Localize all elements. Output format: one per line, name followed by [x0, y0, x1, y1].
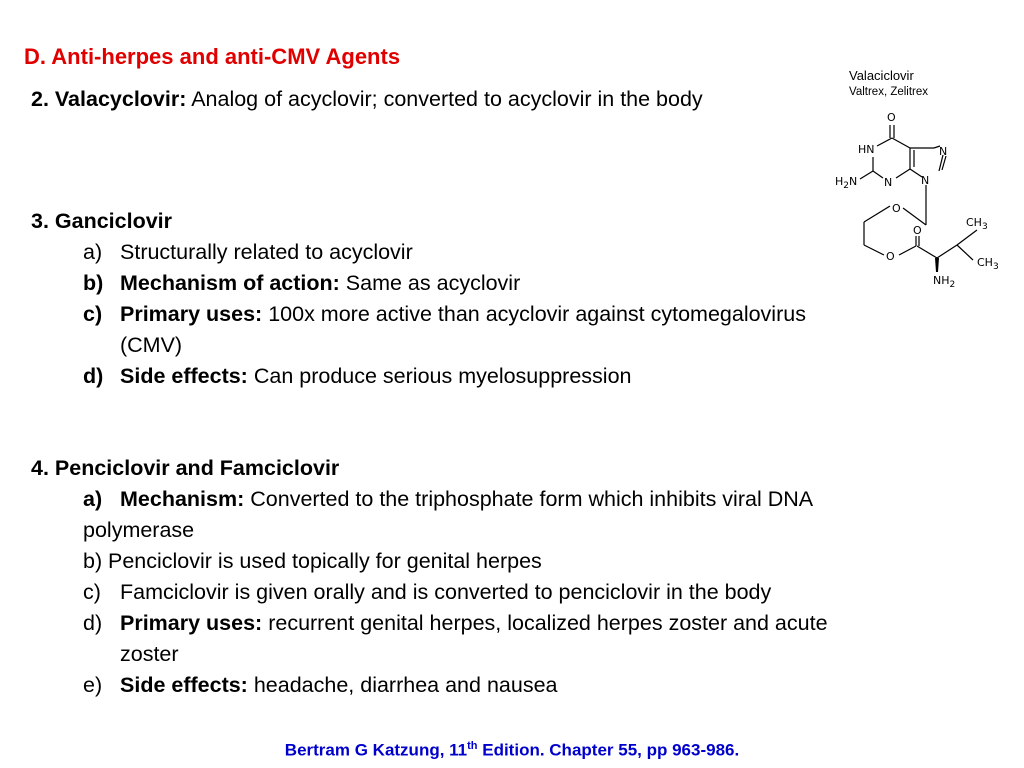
page-title: D. Anti-herpes and anti-CMV Agents [24, 44, 401, 69]
list-marker: a) [83, 240, 103, 264]
citation-text: Bertram G Katzung, 11 [284, 740, 468, 760]
list-marker: c) [83, 580, 101, 604]
atom-nh2-sub: 2 [949, 280, 956, 290]
atom-n-right-top: N [939, 145, 948, 158]
atom-o-top: O [887, 111, 896, 124]
atom-n-ring-left: N [884, 176, 893, 189]
list-item-label: Mechanism: [120, 487, 245, 511]
list-marker: b) [83, 271, 104, 295]
structure-brands: Valtrex, Zelitrex [849, 86, 929, 98]
atom-hn: HN [858, 143, 875, 156]
atom-ch3-top-text: CH [966, 216, 982, 229]
list-item-text-continued: zoster [120, 642, 179, 666]
atom-h2n [835, 175, 857, 191]
list-item-text: recurrent genital herpes, localized herpes zoster and acute [268, 611, 828, 635]
list-marker: a) [83, 487, 103, 511]
valacyclovir-line [31, 84, 703, 115]
list-item-label: Mechanism of action: [120, 271, 340, 295]
atom-h2n-h: H [835, 175, 844, 188]
list-item-label: Side effects: [120, 673, 248, 697]
atom-ch3-bottom-text: CH [977, 256, 993, 269]
citation-text-rest: Edition. Chapter 55, pp 963-986. [477, 740, 740, 760]
list-item-text: Famciclovir is given orally and is converted to penciclovir in the body [120, 580, 772, 604]
atom-ch3-top-sub: 3 [981, 222, 988, 232]
list-marker: d) [83, 364, 104, 388]
valacyclovir-label: 2. Valacyclovir: [31, 87, 187, 111]
citation-footer [0, 740, 1024, 761]
atom-o-ester: O [886, 250, 895, 263]
list-marker: c) [83, 302, 103, 326]
list-marker: b) [83, 549, 103, 573]
list-item-text: Converted to the triphosphate form which inhibits viral DNA [250, 487, 814, 511]
list-item-text: headache, diarrhea and nausea [253, 673, 558, 697]
list-item-text-continued: (CMV) [120, 333, 183, 357]
structure-caption [849, 68, 928, 100]
list-item-text: Penciclovir is used topically for genital herpes [108, 549, 542, 573]
citation-superscript: th [467, 740, 478, 752]
list-marker: e) [83, 673, 103, 697]
structure-name: Valaciclovir [849, 68, 914, 83]
atom-ch3-top [966, 216, 988, 232]
valacyclovir-text: Analog of acyclovir; converted to acyclovir in the body [191, 87, 703, 111]
atom-h2n-sub: 2 [843, 181, 850, 191]
atom-nh2-text: NH [933, 274, 950, 287]
list-item-text: Same as acyclovir [345, 271, 521, 295]
list-item-label: Primary uses: [120, 611, 263, 635]
atom-n-ring-right: N [921, 174, 930, 187]
atom-h2n-n: N [849, 175, 858, 188]
penciclovir-heading: 4. Penciclovir and Famciclovir [31, 456, 340, 480]
atom-o-carbonyl: O [913, 224, 922, 237]
list-item-text: Can produce serious myelosuppression [253, 364, 632, 388]
list-item-label: Primary uses: [120, 302, 263, 326]
list-item-text: Structurally related to acyclovir [120, 240, 413, 264]
atom-o-ether: O [892, 202, 901, 215]
list-item-text: 100x more active than acyclovir against cytomegalovirus [268, 302, 806, 326]
atom-ch3-bottom-sub: 3 [992, 262, 999, 272]
ganciclovir-list [0, 237, 1024, 397]
ganciclovir-heading: 3. Ganciclovir [31, 209, 173, 233]
list-marker: d) [83, 611, 103, 635]
list-item-label: Side effects: [120, 364, 248, 388]
list-item-text-continued: polymerase [83, 518, 195, 542]
penciclovir-list [0, 484, 1024, 704]
